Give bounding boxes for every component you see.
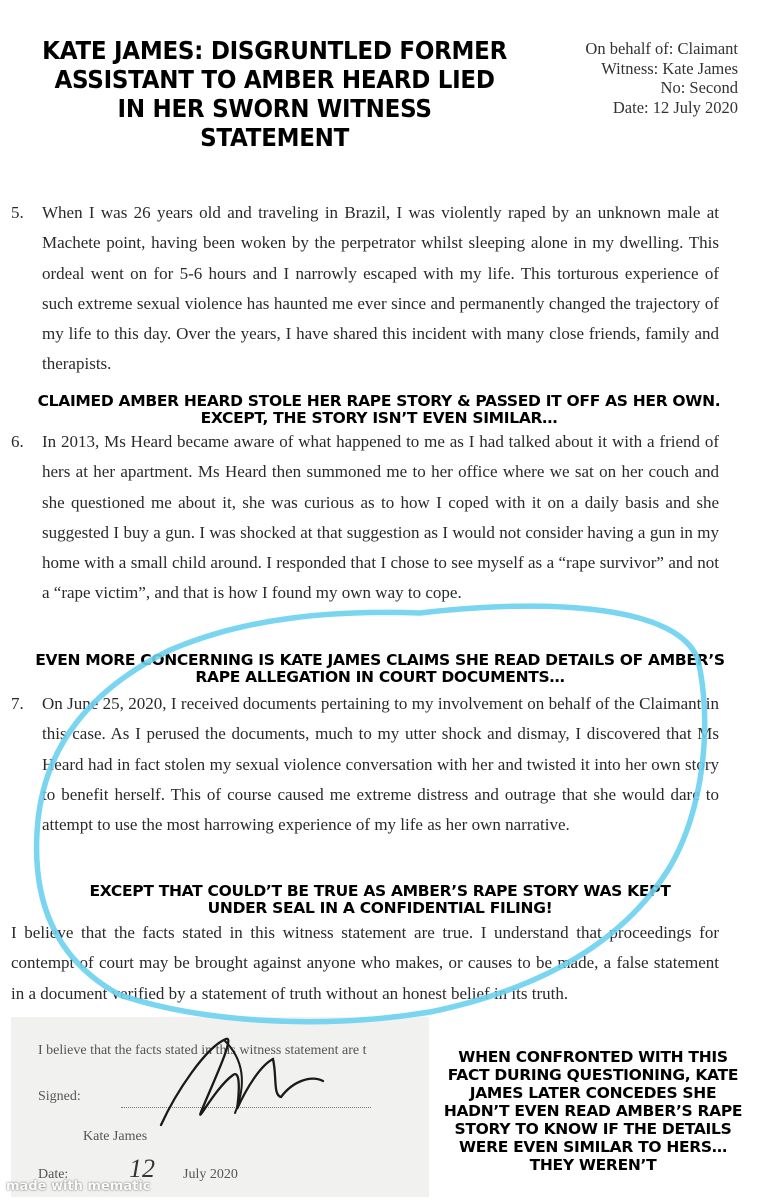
meta-date: Date: 12 July 2020 bbox=[612, 97, 738, 117]
signer-name: Kate James bbox=[83, 1129, 148, 1144]
headline: KATE JAMES: DISGRUNTLED FORMER ASSISTANT TO AMBER HEARD LIED IN HER SWORN WITNESS STATEMENT bbox=[42, 36, 508, 152]
date-day-handwritten: 12 bbox=[129, 1154, 155, 1183]
caption-court-documents: EVEN MORE CONCERNING IS KATE JAMES CLAIMS SHE READ DETAILS OF AMBER’S RAPE ALLEGATION IN COURT DOCUMENTS… bbox=[35, 651, 725, 686]
paragraph-6 bbox=[11, 427, 719, 642]
paragraph-text: When I was 26 years old and traveling in Brazil, I was violently raped by an unknown male at Machete point, having been woken by the perpetrator whilst sleeping alone in my dwelling. This ordeal went on for 5-6 hours and I narrowly escaped with my life. This torturous experience of such extreme sexual violence has haunted me ever since and permanently changed the trajectory of my life to this day. Over the years, I have shared this incident with many close friends, family and therapists. bbox=[42, 203, 719, 374]
caption-under-seal: EXCEPT THAT COULD’T BE TRUE AS AMBER’S RAPE STORY WAS KEPT UNDER SEAL IN A CONFIDENTIAL FILING! bbox=[89, 882, 671, 917]
statement-of-truth: I believe that the facts stated in this witness statement are true. I understand that proceedings for contempt of court may be brought against anyone who makes, or causes to be made, a false statement in a document verified by a statement of truth without an honest belief in its truth. bbox=[11, 923, 719, 1003]
paragraph-7 bbox=[11, 689, 719, 879]
caption-concession: WHEN CONFRONTED WITH THIS FACT DURING QUESTIONING, KATE JAMES LATER CONCEDES SHE HADN’T EVEN READ AMBER’S RAPE STORY TO KNOW IF THE DETAILS WERE EVEN SIMILAR TO HERS…THEY WEREN’T bbox=[443, 1048, 743, 1174]
paragraph-number: 5. bbox=[11, 203, 24, 222]
paragraph-number: 6. bbox=[11, 432, 24, 451]
watermark: made with mematic bbox=[6, 1179, 151, 1194]
date-label: Date: bbox=[38, 1167, 69, 1182]
paragraph-text: In 2013, Ms Heard became aware of what happened to me as I had talked about it with a friend of hers at her apartment. Ms Heard then summoned me to her office where we sat on her couch and she questioned me about it, she was curious as to how I coped with it on a daily basis and she suggested I buy a gun. I was shocked at that suggestion as I would not consider having a gun in my home with a small child around. I responded that I chose to see myself as a “rape survivor” and not a “rape victim”, and that is how I found my own way to cope. bbox=[42, 432, 719, 603]
witness-meta bbox=[538, 39, 738, 117]
signed-label: Signed: bbox=[38, 1089, 81, 1104]
paragraph-5 bbox=[11, 198, 719, 383]
signature-belief-line: I believe that the facts stated in this witness statement are t bbox=[38, 1043, 367, 1058]
paragraph-number: 7. bbox=[11, 694, 24, 713]
paragraph-text: On June 25, 2020, I received documents pertaining to my involvement on behalf of the Claimant in this case. As I perused the documents, much to my utter shock and dismay, I discovered that Ms Heard had in fact stolen my sexual violence conversation with her and twisted it into her own story to benefit herself. This of course caused me extreme distress and outrage that she would dare to attempt to use the most harrowing experience of my life as her own narrative. bbox=[42, 694, 719, 835]
caption-stolen-story: CLAIMED AMBER HEARD STOLE HER RAPE STORY & PASSED IT OFF AS HER OWN. EXCEPT, THE STORY ISN’T EVEN SIMILAR… bbox=[37, 392, 721, 427]
signature-block bbox=[11, 1017, 429, 1197]
handwritten-signature bbox=[11, 1017, 429, 1197]
meta-on-behalf: On behalf of: Claimant bbox=[585, 39, 738, 58]
date-month-year: July 2020 bbox=[183, 1167, 238, 1182]
meta-witness: Witness: Kate James bbox=[601, 58, 738, 78]
meta-number: No: Second bbox=[660, 78, 738, 98]
